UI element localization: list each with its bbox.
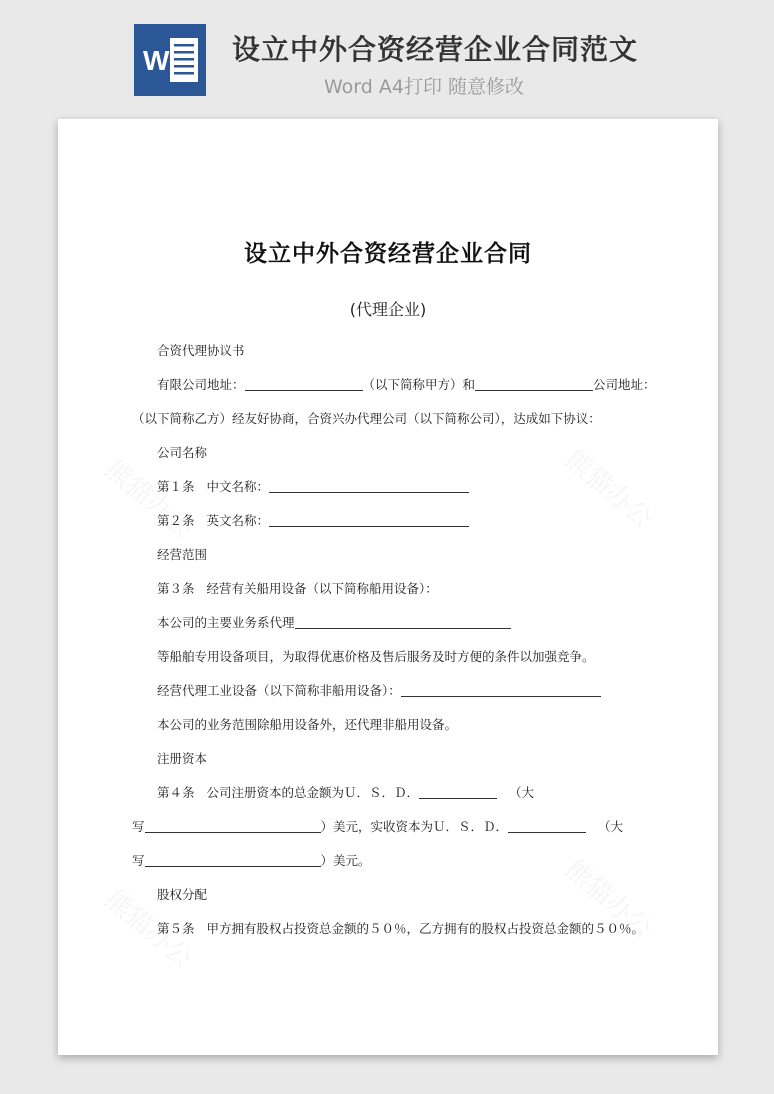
blank-field xyxy=(145,820,321,833)
banner xyxy=(0,0,774,110)
banner-subtitle: Word A4打印 随意修改 xyxy=(324,76,525,98)
text: 公司注册资本的总金额为Ｕ．Ｓ．Ｄ． xyxy=(206,785,420,800)
blank-field xyxy=(401,684,601,697)
section-heading: 公司名称 xyxy=(157,445,208,460)
blank-field xyxy=(269,514,469,527)
word-logo-letter: W xyxy=(143,45,170,76)
document-subtitle: (代理企业) xyxy=(349,300,427,319)
blank-field xyxy=(245,378,363,391)
watermark xyxy=(558,440,661,535)
word-icon xyxy=(134,24,206,96)
text: （大 xyxy=(509,785,535,800)
paragraph xyxy=(132,851,371,869)
text: 写 xyxy=(132,853,145,868)
text: 经营有关船用设备（以下简称船用设备）： xyxy=(206,581,438,596)
article-line xyxy=(157,511,469,529)
blank-field xyxy=(269,480,469,493)
watermark xyxy=(98,450,201,545)
section-heading: 注册资本 xyxy=(157,751,208,766)
banner-title: 设立中外合资经营企业合同范文 xyxy=(232,33,639,66)
text: ）美元。 xyxy=(320,853,371,868)
article-number: 第３条 xyxy=(157,581,195,596)
document-page xyxy=(58,119,718,1055)
article-line xyxy=(157,477,469,495)
paragraph xyxy=(132,817,623,835)
paragraph: 本公司的业务范围除船用设备外，还代理非船用设备。 xyxy=(157,717,458,732)
text: 甲方拥有股权占投资总金额的５０％，乙方拥有的股权占投资总金额的５０％。 xyxy=(206,921,645,936)
text: 经营代理工业设备（以下简称非船用设备）： xyxy=(157,683,401,698)
article-number: 第５条 xyxy=(157,921,195,936)
text: 公司地址： xyxy=(593,377,656,392)
text: 本公司的主要业务系代理 xyxy=(157,615,295,630)
paragraph: 合资代理协议书 xyxy=(157,343,245,358)
document-title: 设立中外合资经营企业合同 xyxy=(244,241,532,267)
blank-field xyxy=(145,854,321,867)
text: （大 xyxy=(598,819,624,834)
blank-field xyxy=(295,616,511,629)
paragraph xyxy=(157,613,511,631)
paragraph: （以下简称乙方）经友好协商，合资兴办代理公司（以下简称公司），达成如下协议： xyxy=(132,411,601,426)
article-line xyxy=(157,919,644,937)
article-line xyxy=(157,783,534,801)
text: ）美元，实收资本为Ｕ．Ｓ．Ｄ． xyxy=(320,819,509,834)
paragraph: 等船舶专用设备项目，为取得优惠价格及售后服务及时方便的条件以加强竞争。 xyxy=(157,649,595,664)
section-heading: 经营范围 xyxy=(157,547,208,562)
text: 英文名称： xyxy=(206,513,270,528)
paragraph xyxy=(157,681,601,699)
article-number: 第４条 xyxy=(157,785,195,800)
blank-field xyxy=(419,786,497,799)
article-number: 第２条 xyxy=(157,513,195,528)
article-line xyxy=(157,579,438,597)
blank-field xyxy=(475,378,593,391)
section-heading: 股权分配 xyxy=(157,887,208,902)
text: 中文名称： xyxy=(206,479,270,494)
article-number: 第１条 xyxy=(157,479,195,494)
text: 有限公司地址： xyxy=(157,377,245,392)
blank-field xyxy=(508,820,586,833)
paragraph xyxy=(157,375,656,393)
text: （以下简称甲方）和 xyxy=(362,377,476,392)
text: 写 xyxy=(132,819,145,834)
